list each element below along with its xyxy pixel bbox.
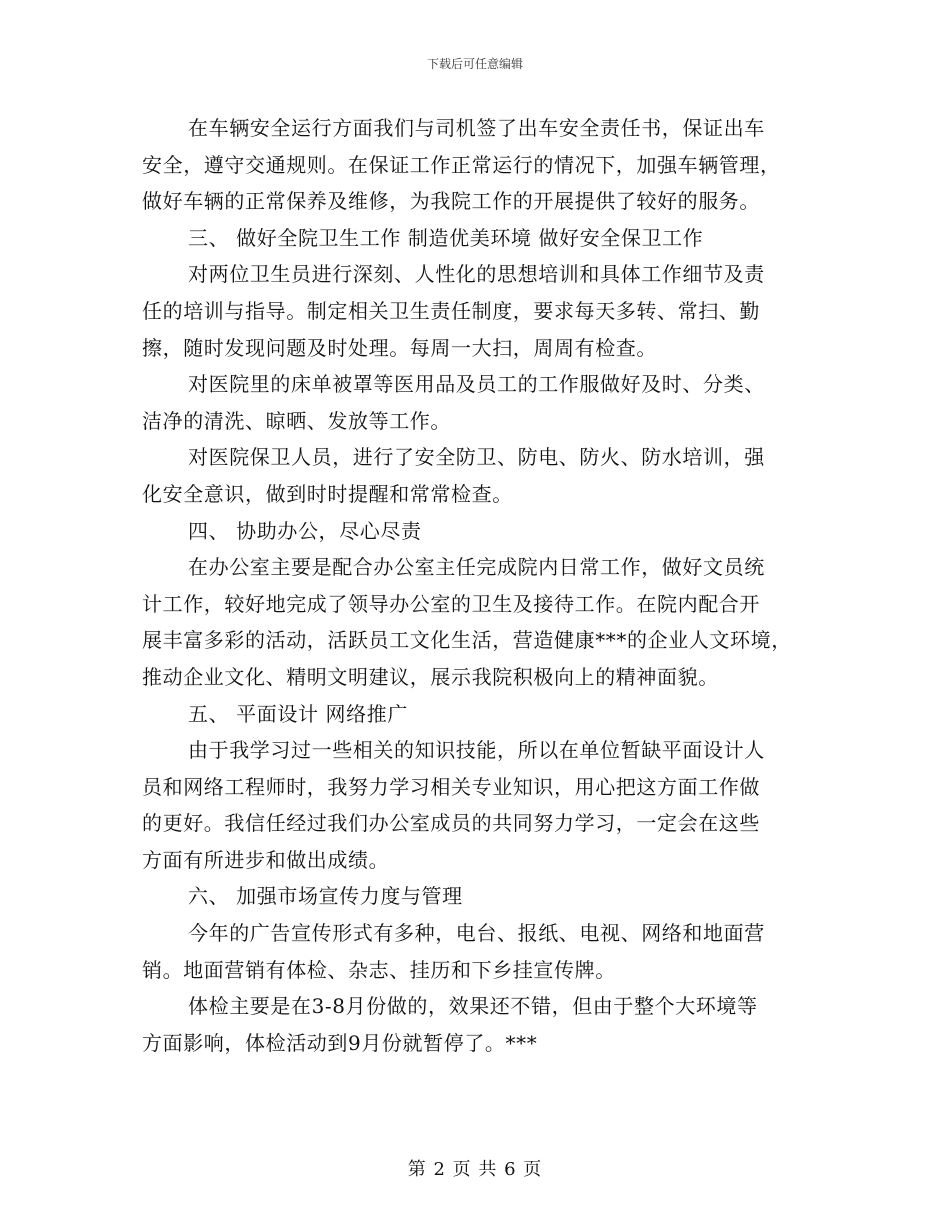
text-line: 擦，随时发现问题及时处理。每周一大扫，周周有检查。 bbox=[142, 335, 657, 360]
text-line: 的更好。我信任经过我们办公室成员的共同努力学习，一定会在这些 bbox=[142, 811, 760, 836]
text-line: 员和网络工程师时，我努力学习相关专业知识，用心把这方面工作做 bbox=[142, 774, 760, 799]
text-line: 在车辆安全运行方面我们与司机签了出车安全责任书，保证出车 bbox=[188, 116, 765, 140]
text-line: 五、 平面设计 网络推广 bbox=[188, 701, 408, 726]
document-body bbox=[142, 110, 812, 1061]
text-line: 做好车辆的正常保养及维修，为我院工作的开展提供了较好的服务。 bbox=[142, 189, 760, 214]
text-line: 任的培训与指导。制定相关卫生责任制度，要求每天多转、常扫、勤 bbox=[142, 298, 760, 323]
text-line: 对医院保卫人员，进行了安全防卫、防电、防火、防水培训，强 bbox=[188, 445, 765, 470]
page-header-note: 下载后可任意编辑 bbox=[426, 57, 523, 71]
text-line: 安全，遵守交通规则。在保证工作正常运行的情况下，加强车辆管理， bbox=[142, 152, 781, 177]
text-line: 方面影响，体检活动到9月份就暂停了。*** bbox=[142, 1030, 538, 1055]
text-line: 四、 协助办公，尽心尽责 bbox=[188, 518, 422, 543]
text-line: 计工作，较好地完成了领导办公室的卫生及接待工作。在院内配合开 bbox=[142, 591, 760, 616]
text-line: 方面有所进步和做出成绩。 bbox=[142, 847, 390, 872]
text-line: 在办公室主要是配合办公室主任完成院内日常工作，做好文员统 bbox=[188, 555, 765, 580]
text-line: 化安全意识，做到时时提醒和常常检查。 bbox=[142, 481, 513, 506]
text-line: 三、 做好全院卫生工作 制造优美环境 做好安全保卫工作 bbox=[188, 225, 704, 250]
text-line: 对医院里的床单被罩等医用品及员工的工作服做好及时、分类、 bbox=[188, 372, 765, 397]
text-line: 销。地面营销有体检、杂志、挂历和下乡挂宣传牌。 bbox=[142, 957, 616, 982]
text-line: 体检主要是在3-8月份做的，效果还不错，但由于整个大环境等 bbox=[188, 994, 758, 1019]
text-line: 展丰富多彩的活动，活跃员工文化生活，营造健康***的企业人文环境， bbox=[142, 628, 792, 653]
text-line: 由于我学习过一些相关的知识技能，所以在单位暂缺平面设计人 bbox=[188, 738, 765, 763]
text-line: 推动企业文化、精明文明建议，展示我院积极向上的精神面貌。 bbox=[142, 664, 719, 689]
text-line: 今年的广告宣传形式有多种，电台、报纸、电视、网络和地面营 bbox=[188, 921, 765, 946]
text-line: 六、 加强市场宣传力度与管理 bbox=[188, 884, 463, 909]
text-line: 洁净的清洗、晾晒、发放等工作。 bbox=[142, 408, 451, 433]
text-line: 对两位卫生员进行深刻、人性化的思想培训和具体工作细节及责 bbox=[188, 262, 765, 287]
page-number: 第 2 页 共 6 页 bbox=[407, 1159, 543, 1180]
